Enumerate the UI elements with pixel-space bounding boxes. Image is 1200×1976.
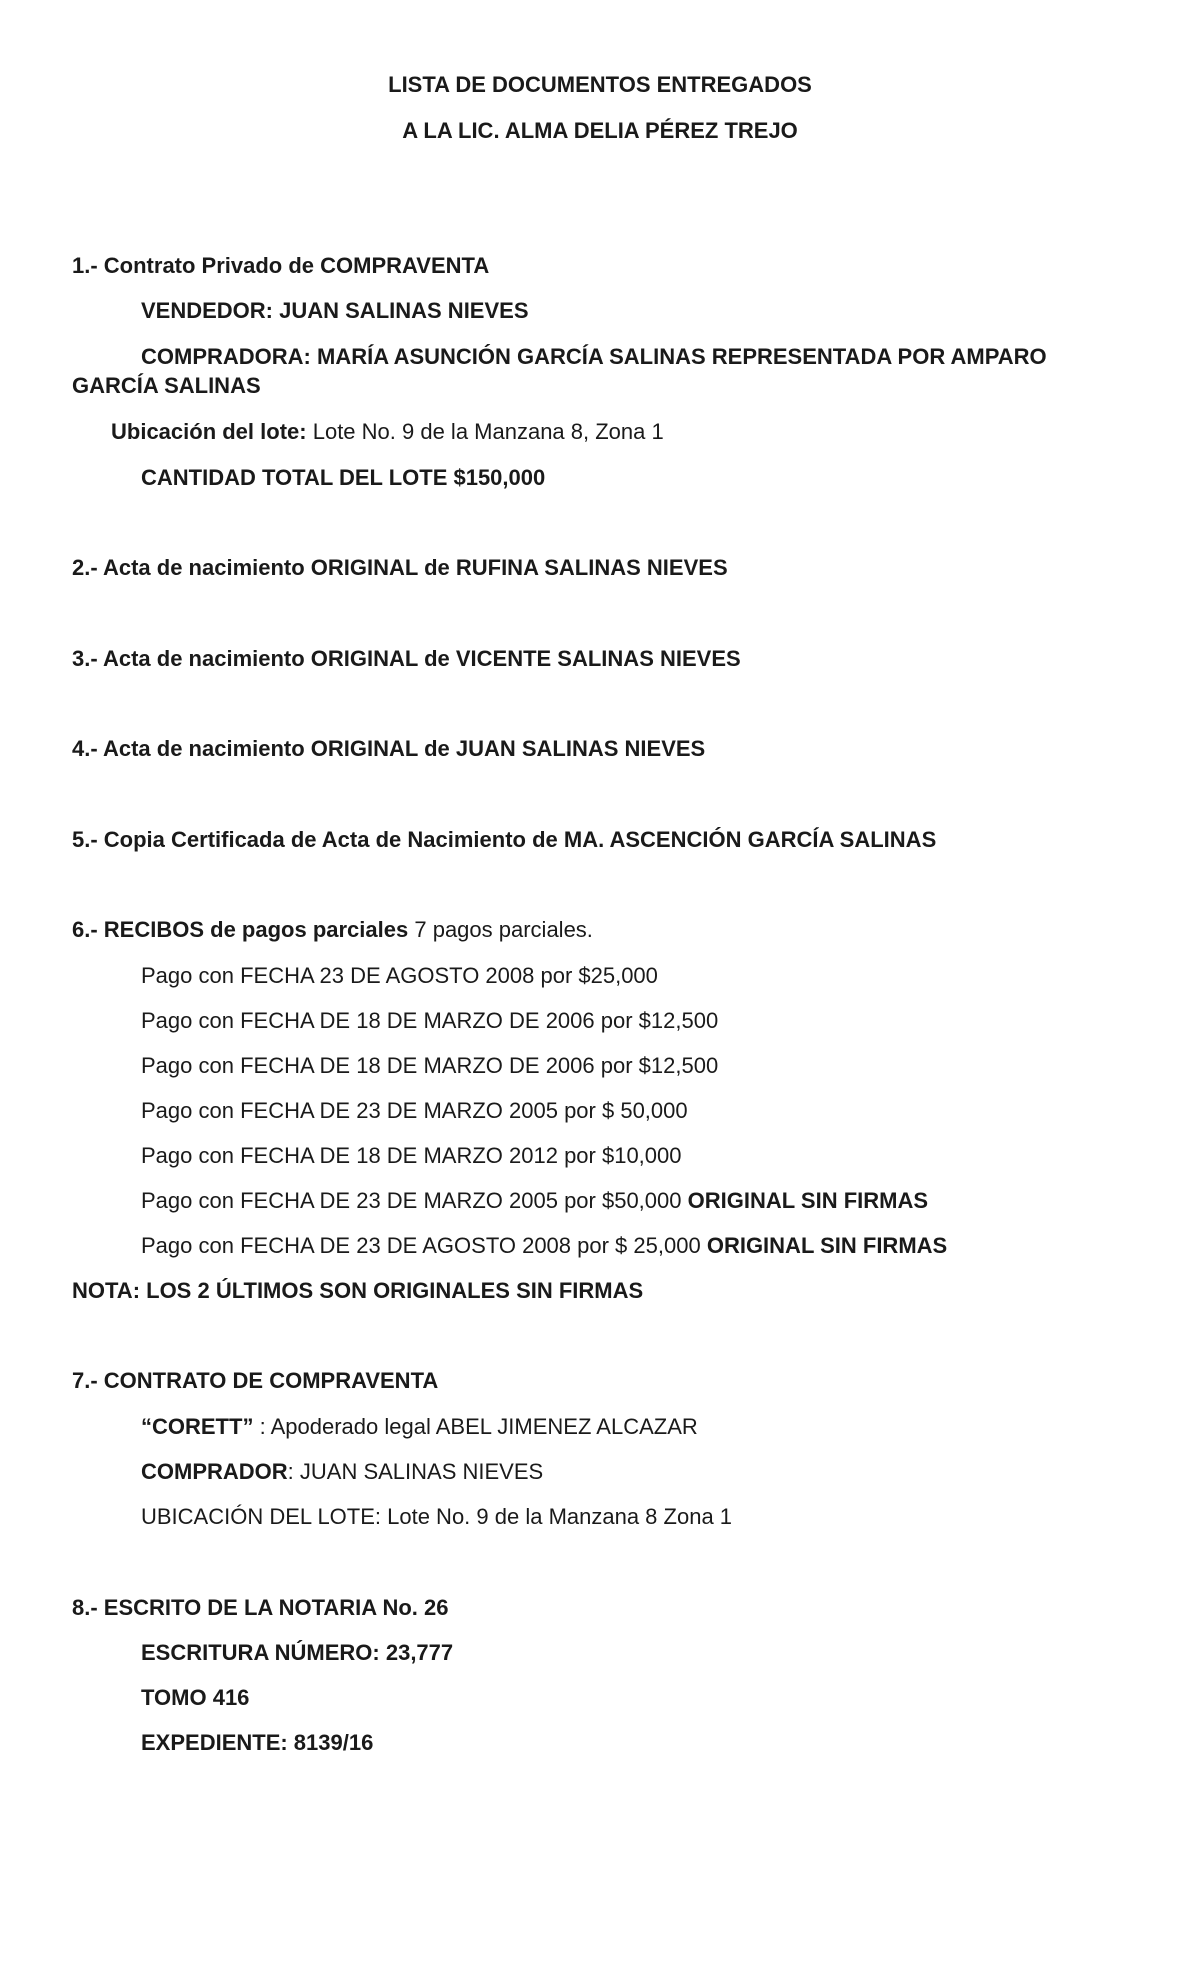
pago-row [141, 1097, 688, 1125]
item-7-heading: 7.- CONTRATO DE COMPRAVENTA [72, 1368, 439, 1393]
item-6-heading [72, 916, 593, 944]
corett-value: : Apoderado legal ABEL JIMENEZ ALCAZAR [259, 1414, 698, 1439]
pago-row [141, 962, 658, 990]
item-1-compradora-cont: GARCÍA SALINAS [72, 373, 261, 398]
pago-row [141, 1142, 682, 1170]
ubicacion-label: Ubicación del lote: [111, 419, 307, 444]
pago-row [141, 1052, 718, 1080]
item-8-expediente: EXPEDIENTE: 8139/16 [141, 1730, 374, 1755]
item-8-escritura: ESCRITURA NÚMERO: 23,777 [141, 1640, 454, 1665]
item-6-heading-bold: 6.- RECIBOS de pagos parciales [72, 917, 409, 942]
item-2: 2.- Acta de nacimiento ORIGINAL de RUFINA SALINAS NIEVES [72, 555, 728, 580]
item-1-heading: 1.- Contrato Privado de COMPRAVENTA [72, 253, 490, 278]
pago-text: Pago con FECHA DE 23 DE AGOSTO 2008 por $ 25,000 [141, 1233, 701, 1258]
item-1-cantidad: CANTIDAD TOTAL DEL LOTE $150,000 [141, 465, 546, 490]
item-6-heading-rest: 7 pagos parciales. [414, 917, 593, 942]
item-5: 5.- Copia Certificada de Acta de Nacimiento de MA. ASCENCIÓN GARCÍA SALINAS [72, 827, 937, 852]
pago-text: Pago con FECHA DE 18 DE MARZO DE 2006 por $12,500 [141, 1053, 719, 1078]
doc-subtitle: A LA LIC. ALMA DELIA PÉREZ TREJO [402, 118, 798, 143]
item-8-tomo: TOMO 416 [141, 1685, 250, 1710]
item-4: 4.- Acta de nacimiento ORIGINAL de JUAN SALINAS NIEVES [72, 736, 706, 761]
comprador-label: COMPRADOR [141, 1459, 288, 1484]
pago-text: Pago con FECHA DE 18 DE MARZO DE 2006 por $12,500 [141, 1008, 719, 1033]
item-1-vendedor: VENDEDOR: JUAN SALINAS NIEVES [141, 298, 529, 323]
corett-label: “CORETT” [141, 1414, 254, 1439]
item-1-ubicacion [111, 418, 664, 446]
item-7-corett [141, 1413, 698, 1441]
pago-row [141, 1007, 718, 1035]
pago-note: ORIGINAL SIN FIRMAS [687, 1188, 929, 1213]
comprador-value: : JUAN SALINAS NIEVES [287, 1459, 544, 1484]
item-3: 3.- Acta de nacimiento ORIGINAL de VICENTE SALINAS NIEVES [72, 646, 741, 671]
pago-row [141, 1187, 928, 1215]
doc-title: LISTA DE DOCUMENTOS ENTREGADOS [388, 72, 812, 97]
pago-text: Pago con FECHA 23 DE AGOSTO 2008 por $25,000 [141, 963, 658, 988]
item-6-nota: NOTA: LOS 2 ÚLTIMOS SON ORIGINALES SIN FIRMAS [72, 1278, 644, 1303]
pago-text: Pago con FECHA DE 18 DE MARZO 2012 por $10,000 [141, 1143, 682, 1168]
pago-text: Pago con FECHA DE 23 DE MARZO 2005 por $ 50,000 [141, 1098, 688, 1123]
item-8-heading: 8.- ESCRITO DE LA NOTARIA No. 26 [72, 1595, 449, 1620]
pago-text: Pago con FECHA DE 23 DE MARZO 2005 por $50,000 [141, 1188, 682, 1213]
ubicacion-value: Lote No. 9 de la Manzana 8, Zona 1 [312, 419, 664, 444]
item-7-ubicacion: UBICACIÓN DEL LOTE: Lote No. 9 de la Manzana 8 Zona 1 [141, 1504, 733, 1529]
item-1-compradora: COMPRADORA: MARÍA ASUNCIÓN GARCÍA SALINAS REPRESENTADA POR AMPARO [141, 344, 1047, 369]
pago-row [141, 1232, 947, 1260]
item-7-comprador [141, 1458, 543, 1486]
pago-note: ORIGINAL SIN FIRMAS [706, 1233, 948, 1258]
